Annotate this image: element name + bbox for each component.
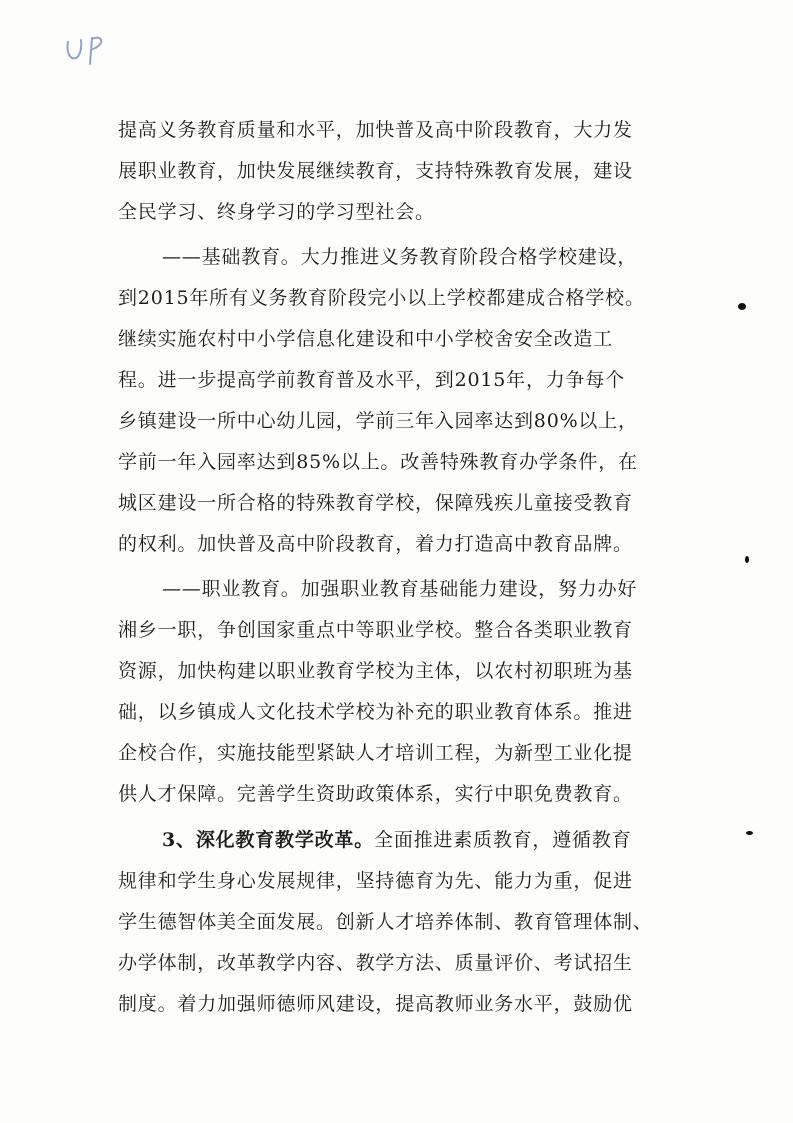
handwritten-mark — [62, 30, 122, 70]
text-line: 学前一年入园率达到85%以上。改善特殊教育办学条件，在 — [118, 451, 638, 473]
text-line: 到2015年所有义务教育阶段完小以上学校都建成合格学校。 — [118, 287, 645, 309]
text-line: 全民学习、终身学习的学习型社会。 — [118, 201, 435, 223]
text-line: 湘乡一职，争创国家重点中等职业学校。整合各类职业教育 — [118, 619, 633, 641]
text-line: ——基础教育。大力推进义务教育阶段合格学校建设， — [162, 246, 638, 268]
text-line: 办学体制，改革教学内容、教学方法、质量评价、考试招生 — [118, 952, 633, 974]
text-line — [162, 820, 698, 860]
text-line: 企校合作，实施技能型紧缺人才培训工程，为新型工业化提 — [118, 742, 633, 764]
text-line: 提高义务教育质量和水平，加快普及高中阶段教育，大力发 — [118, 119, 633, 141]
text-line: ——职业教育。加强职业教育基础能力建设，努力办好 — [162, 578, 638, 600]
scan-speck — [746, 831, 753, 835]
text-line: 的权利。加快普及高中阶段教育，着力打造高中教育品牌。 — [118, 533, 633, 555]
scan-speck — [738, 303, 746, 310]
text-line: 城区建设一所合格的特殊教育学校，保障残疾儿童接受教育 — [118, 492, 633, 514]
text-line: 程。进一步提高学前教育普及水平，到2015年，力争每个 — [118, 369, 625, 391]
text-line: 规律和学生身心发展规律，坚持德育为先、能力为重，促进 — [118, 870, 633, 892]
text-line: 资源，加快构建以职业教育学校为主体，以农村初职班为基 — [118, 660, 633, 682]
text-line: 乡镇建设一所中心幼儿园，学前三年入园率达到80%以上， — [118, 410, 638, 432]
text-line: 础，以乡镇成人文化技术学校为补充的职业教育体系。推进 — [118, 701, 633, 723]
text-line: 学生德智体美全面发展。创新人才培养体制、教育管理体制、 — [118, 911, 653, 933]
text-line: 继续实施农村中小学信息化建设和中小学校舍安全改造工 — [118, 328, 614, 350]
text-run: 全面推进素质教育，遵循教育 — [374, 829, 632, 851]
scan-speck — [745, 556, 749, 563]
text-line: 展职业教育，加快发展继续教育，支持特殊教育发展，建设 — [118, 160, 633, 182]
section-heading: 3、深化教育教学改革。 — [162, 829, 375, 851]
text-line: 制度。着力加强师德师风建设，提高教师业务水平，鼓励优 — [118, 993, 633, 1015]
text-line: 供人才保障。完善学生资助政策体系，实行中职免费教育。 — [118, 783, 633, 805]
